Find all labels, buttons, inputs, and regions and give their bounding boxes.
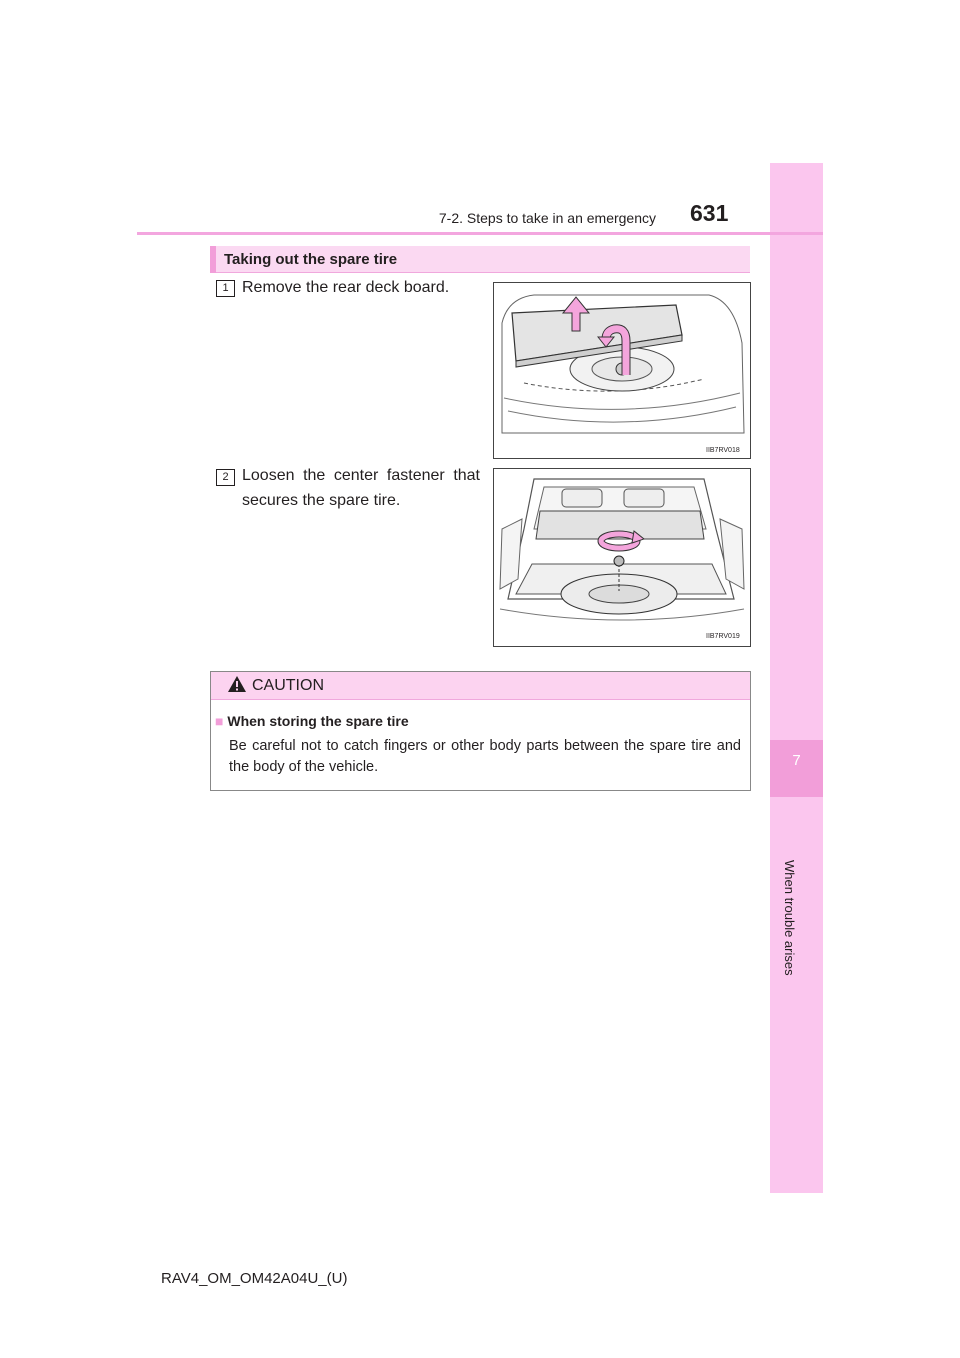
figure-2-illustration xyxy=(494,469,750,646)
chapter-sidebar xyxy=(770,163,823,1193)
figure-remove-deck-board xyxy=(493,282,751,459)
figure-2-code: IIB7RV019 xyxy=(706,633,740,640)
figure-loosen-fastener xyxy=(493,468,751,647)
figure-1-illustration xyxy=(494,283,750,458)
section-accent xyxy=(210,246,216,273)
step-2-text-line1: Loosen the center fastener that xyxy=(242,467,480,484)
warning-triangle-icon xyxy=(227,675,247,693)
section-reference: 7-2. Steps to take in an emergency xyxy=(438,210,656,226)
caution-label: CAUTION xyxy=(252,677,324,694)
chapter-title: When trouble arises xyxy=(782,860,797,976)
header-rule xyxy=(137,232,823,235)
step-1-marker: 1 xyxy=(216,280,235,297)
step-2-marker: 2 xyxy=(216,469,235,486)
caution-subheading xyxy=(215,713,409,729)
caution-bullet: ■ xyxy=(215,713,224,729)
step-1-text: Remove the rear deck board. xyxy=(242,279,450,296)
chapter-number: 7 xyxy=(792,752,801,769)
section-title: Taking out the spare tire xyxy=(224,251,398,268)
caution-body: Be careful not to catch fingers or other body parts between the spare tire and the body of the vehicle. xyxy=(229,738,741,775)
document-code: RAV4_OM_OM42A04U_(U) xyxy=(161,1270,348,1287)
figure-1-code: IIB7RV018 xyxy=(706,447,740,454)
page-number: 631 xyxy=(690,200,729,226)
step-2-text-line2: secures the spare tire. xyxy=(242,492,401,509)
caution-subheading-text: When storing the spare tire xyxy=(227,713,409,729)
